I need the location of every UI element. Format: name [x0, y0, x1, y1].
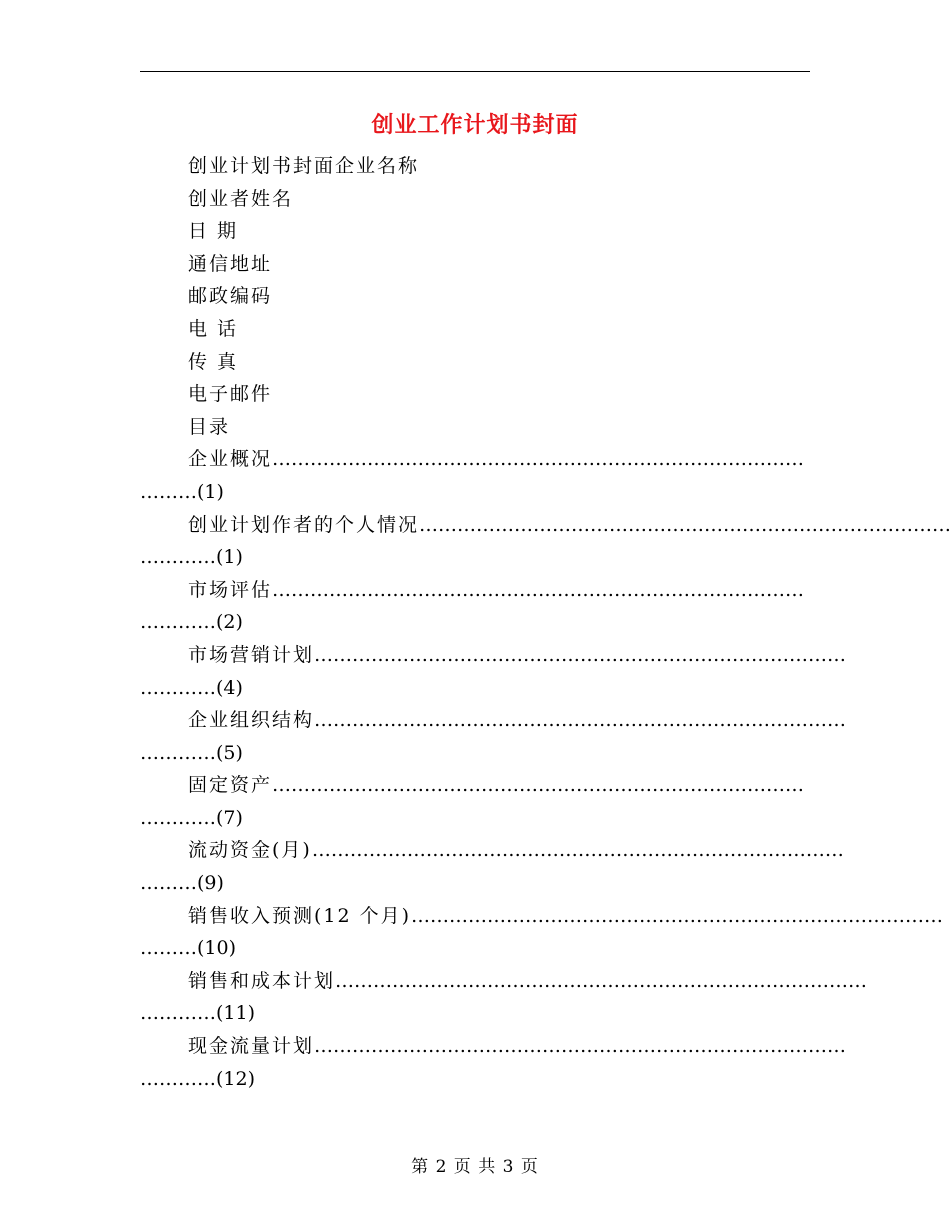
cover-field-company-name: 创业计划书封面企业名称: [188, 155, 420, 177]
toc-page-number: (1): [216, 546, 243, 569]
cover-field-address: 通信地址: [188, 252, 273, 275]
toc-entry: [140, 1030, 847, 1095]
toc-entry: [140, 639, 847, 704]
toc-page-number: (1): [197, 480, 224, 503]
toc-leader-dots: …………: [140, 806, 216, 829]
toc-leader-dots: …………………………………………………………………………: [314, 709, 847, 732]
toc-entry-label: 销售收入预测(12 个月): [188, 904, 412, 927]
toc-leader-dots: …………………………………………………………………………: [272, 774, 805, 797]
toc-entry-label: 固定资产: [188, 774, 273, 797]
toc-leader-dots: …………: [140, 546, 216, 569]
toc-entry: [140, 704, 847, 769]
toc-entry-label: 流动资金(月): [188, 839, 312, 862]
toc-entry: [140, 443, 805, 508]
toc-entry: [140, 509, 951, 574]
toc-leader-dots: …………: [140, 1002, 216, 1025]
toc-leader-dots: …………: [140, 1067, 216, 1090]
toc-leader-dots: …………………………………………………………………………: [411, 904, 944, 927]
toc-leader-dots: …………………………………………………………………………: [419, 513, 951, 536]
toc-leader-dots: …………………………………………………………………………: [314, 643, 847, 666]
cover-field-postcode: 邮政编码: [188, 285, 273, 308]
toc-entry: [140, 965, 868, 1030]
toc-entry-label: 企业组织结构: [188, 709, 315, 732]
toc-page-number: (4): [216, 676, 243, 699]
toc-entry: [140, 769, 805, 834]
toc-page-number: (11): [216, 1002, 256, 1025]
toc-entry: [140, 574, 805, 639]
toc-entry-label: 企业概况: [188, 448, 273, 471]
cover-field-fax: 传 真: [188, 350, 239, 373]
cover-field-email: 电子邮件: [188, 383, 273, 406]
toc-leader-dots: ………: [140, 872, 197, 895]
document-body: [140, 150, 951, 1095]
toc-page-number: (9): [197, 872, 224, 895]
toc-entry: [140, 834, 844, 899]
cover-field-phone: 电 话: [188, 317, 239, 340]
toc-leader-dots: …………………………………………………………………………: [272, 578, 805, 601]
document-title: 创业工作计划书封面: [371, 112, 579, 138]
toc-leader-dots: ………: [140, 937, 197, 960]
toc-page-number: (5): [216, 741, 243, 764]
cover-field-founder-name: 创业者姓名: [188, 187, 294, 210]
header-rule: [140, 71, 810, 72]
toc-entry: [140, 900, 944, 965]
toc-page-number: (7): [216, 806, 243, 829]
toc-entry-label: 现金流量计划: [188, 1035, 315, 1058]
toc-entry-label: 创业计划作者的个人情况: [188, 513, 420, 536]
toc-leader-dots: …………………………………………………………………………: [335, 969, 868, 992]
toc-page-number: (2): [216, 611, 243, 634]
toc-leader-dots: …………………………………………………………………………: [272, 448, 805, 471]
toc-page-number: (12): [216, 1067, 256, 1090]
toc-leader-dots: ………: [140, 480, 197, 503]
toc-leader-dots: …………: [140, 611, 216, 634]
toc-page-number: (10): [197, 937, 237, 960]
toc-leader-dots: …………: [140, 676, 216, 699]
toc-entry-label: 市场营销计划: [188, 643, 315, 666]
toc-leader-dots: …………………………………………………………………………: [311, 839, 844, 862]
page-footer: 第 2 页 共 3 页: [411, 1157, 539, 1177]
toc-heading: 目录: [188, 415, 231, 438]
toc-leader-dots: …………: [140, 741, 216, 764]
cover-field-date: 日 期: [188, 220, 239, 243]
toc-leader-dots: …………………………………………………………………………: [314, 1035, 847, 1058]
toc-entry-label: 销售和成本计划: [188, 969, 336, 992]
toc-entry-label: 市场评估: [188, 578, 273, 601]
